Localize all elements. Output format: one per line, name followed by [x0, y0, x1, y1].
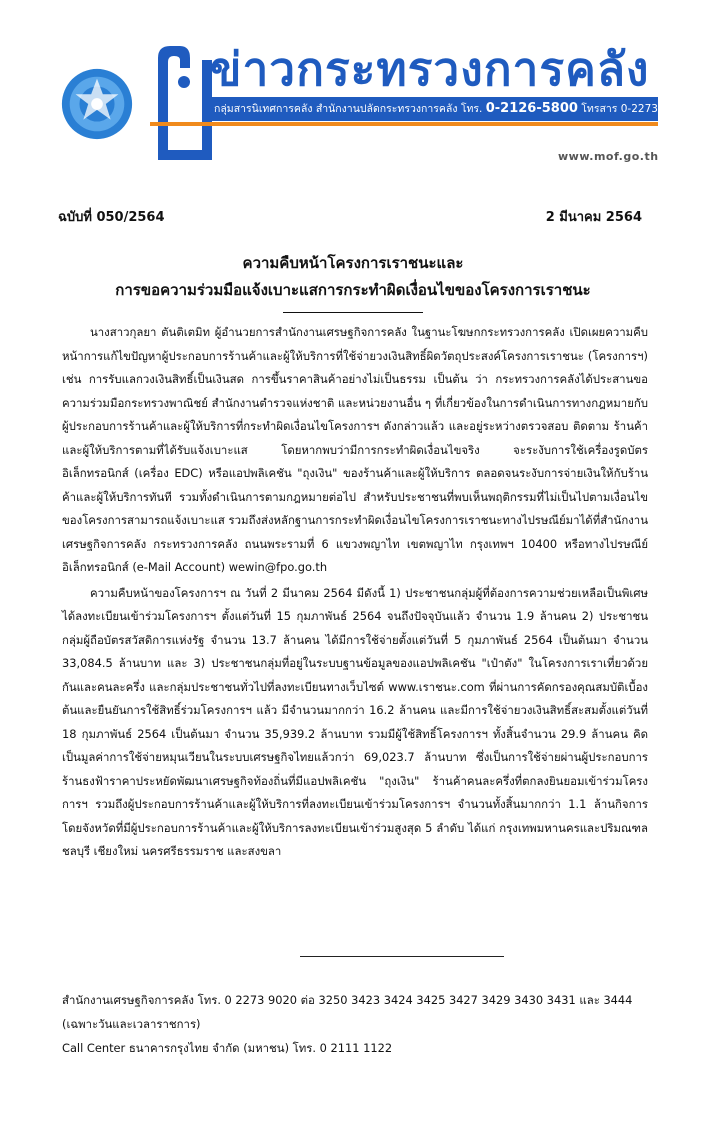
contact-phone: 0-2126-5800 — [485, 101, 578, 116]
ministry-emblem-icon — [58, 65, 136, 143]
issue-number: ฉบับที่ 050/2564 — [58, 210, 165, 225]
footer-line-1: สำนักงานเศรษฐกิจการคลัง โทร. 0 2273 9020 ต่อ 3250 3423 3424 3425 3427 3429 3430 3431 และ 3444 — [62, 993, 633, 1007]
headline — [58, 250, 648, 313]
header — [0, 0, 720, 180]
contact-bar — [210, 97, 689, 121]
headline-line-2: การขอความร่วมมือแจ้งเบาะแสการกระทำผิดเงื่อนไขของโครงการเราชนะ — [115, 281, 591, 299]
footer-line-2: (เฉพาะวันและเวลาราชการ) — [62, 1017, 201, 1031]
footer-contacts — [62, 988, 648, 1060]
masthead-title: ข่าวกระทรวงการคลัง — [210, 42, 650, 96]
paragraph-1: นางสาวกุลยา ตันติเตมิท ผู้อำนวยการสำนักงานเศรษฐกิจการคลัง ในฐานะโฆษกกระทรวงการคลัง เปิดเผยความคืบหน้าการแก้ไขปัญหาผู้ประกอบการร้านค้าและผู้ให้บริการที่ใช้จ่ายวงเงินสิทธิ์ผิดวัตถุประสงค์โครงการเราชนะ (โครงการฯ) เช่น การรับแลกวงเงินสิทธิ์เป็นเงินสด การขึ้นราคาสินค้าอย่างไม่เป็นธรรม เป็นต้น ว่า กระทรวงการคลังได้ประสานขอความร่วมมือกระทรวงพาณิชย์ สำนักงานตำรวจแห่งชาติ และหน่วยงานอื่น ๆ ที่เกี่ยวข้องในการดำเนินการทางกฎหมายกับผู้ประกอบการร้านค้าและผู้ให้บริการที่กระทำผิดเงื่อนไขโครงการฯ ดังกล่าวแล้ว และอยู่ระหว่างตรวจสอบ ติดตาม ร้านค้าและผู้ให้บริการตามที่ได้รับแจ้งเบาะแส โดยหากพบว่ามีการกระทำผิดเงื่อนไขจริง จะระงับการใช้เครื่องรูดบัตรอิเล็กทรอนิกส์ (เครื่อง EDC) หรือแอปพลิเคชัน "ถุงเงิน" ของร้านค้าและผู้ให้บริการ ตลอดจนระงับการจ่ายเงินให้กับร้านค้าและผู้ให้บริการทันที รวมทั้งดำเนินการตามกฎหมายต่อไป สำหรับประชาชนที่พบเห็นพฤติกรรมที่ไม่เป็นไปตามเงื่อนไขของโครงการสามารถแจ้งเบาะแส รวมถึงส่งหลักฐานการกระทำผิดเงื่อนไขโครงการเราชนะทางไปรษณีย์มาได้ที่สำนักงานเศรษฐกิจการคลัง กระทรวงการคลัง ถนนพระรามที่ 6 แขวงพญาไท เขตพญาไท กรุงเทพฯ 10400 หรือทางไปรษณีย์อิเล็กทรอนิกส์ (e-Mail Account) wewin@fpo.go.th — [62, 325, 648, 574]
footer-line-3: Call Center ธนาคารกรุงไทย จำกัด (มหาชน) โทร. 0 2111 1122 — [62, 1041, 393, 1055]
issue-date: 2 มีนาคม 2564 — [545, 210, 642, 225]
article-body — [62, 321, 648, 864]
headline-divider — [283, 312, 423, 313]
contact-fax: โทรสาร 0-2273-9763 — [581, 103, 689, 115]
headline-line-1: ความคืบหน้าโครงการเราชนะและ — [242, 254, 464, 272]
website-url[interactable]: www.mof.go.th — [558, 150, 659, 163]
contact-prefix: กลุ่มสารนิเทศการคลัง สำนักงานปลัดกระทรวงการคลัง โทร. — [214, 103, 483, 115]
section-divider — [300, 956, 504, 957]
paragraph-2: ความคืบหน้าของโครงการฯ ณ วันที่ 2 มีนาคม 2564 มีดังนี้ 1) ประชาชนกลุ่มผู้ที่ต้องการความช่วยเหลือเป็นพิเศษได้ลงทะเบียนเข้าร่วมโครงการฯ ตั้งแต่วันที่ 15 กุมภาพันธ์ 2564 จนถึงปัจจุบันแล้ว จำนวน 1.9 ล้านคน 2) ประชาชนกลุ่มผู้ถือบัตรสวัสดิการแห่งรัฐ จำนวน 13.7 ล้านคน ได้มีการใช้จ่ายตั้งแต่วันที่ 5 กุมภาพันธ์ 2564 เป็นต้นมา จำนวน 33,084.5 ล้านบาท และ 3) ประชาชนกลุ่มที่อยู่ในระบบฐานข้อมูลของแอปพลิเคชัน "เป๋าตัง" ในโครงการเราเที่ยวด้วยกันและคนละครึ่ง และกลุ่มประชาชนทั่วไปที่ลงทะเบียนทางเว็บไซต์ www.เราชนะ.com ที่ผ่านการคัดกรองคุณสมบัติเบื้องต้นและยืนยันการใช้สิทธิ์ร่วมโครงการฯ แล้ว มีจำนวนมากกว่า 16.2 ล้านคน และมีการใช้จ่ายวงเงินสิทธิ์สะสมตั้งแต่วันที่ 18 กุมภาพันธ์ 2564 เป็นต้นมา จำนวน 35,939.2 ล้านบาท รวมมีผู้ใช้สิทธิ์โครงการฯ ทั้งสิ้นจำนวน 29.9 ล้านคน คิดเป็นมูลค่าการใช้จ่ายหมุนเวียนในระบบเศรษฐกิจไทยแล้วกว่า 69,023.7 ล้านบาท ซึ่งเป็นการใช้จ่ายผ่านผู้ประกอบการร้านธงฟ้าราคาประหยัดพัฒนาเศรษฐกิจท้องถิ่นที่มีแอปพลิเคชัน "ถุงเงิน" ร้านค้าคนละครึ่งที่ตกลงยินยอมเข้าร่วมโครงการฯ รวมถึงผู้ประกอบการร้านค้าและผู้ให้บริการที่ลงทะเบียนเข้าร่วมโครงการฯ จำนวนทั้งสิ้นมากกว่า 1.1 ล้านกิจการ โดยจังหวัดที่มีผู้ประกอบการร้านค้าและผู้ให้บริการลงทะเบียนเข้าร่วมสูงสุด 5 ลำดับ ได้แก่ กรุงเทพมหานครและปริมณฑล ชลบุรี เชียงใหม่ นครศรีธรรมราช และสงขลา — [62, 585, 648, 858]
accent-stripe — [150, 122, 658, 126]
meta-row — [58, 206, 642, 226]
